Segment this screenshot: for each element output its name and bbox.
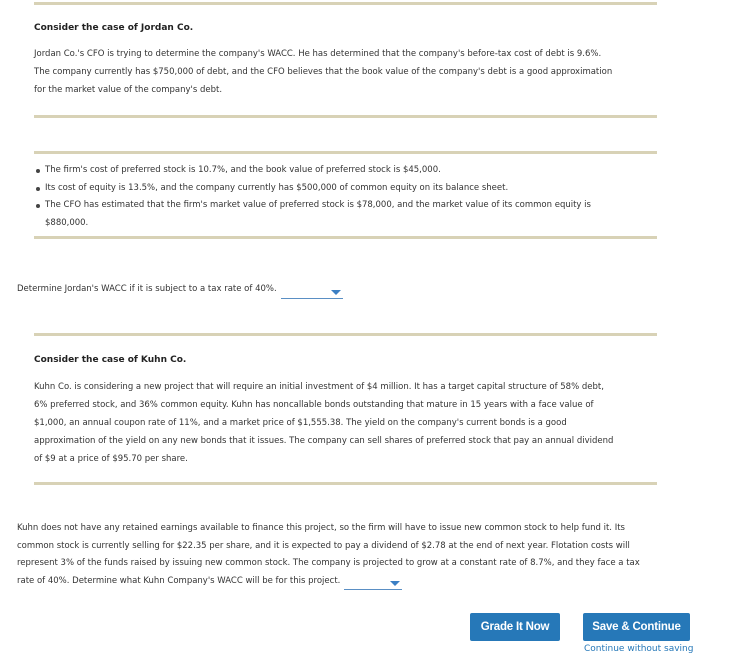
kuhn-case-line-2: 6% preferred stock, and 36% common equity. Kuhn has noncallable bonds outstanding that mature in 15 years with a face value of (34, 400, 594, 410)
kuhn-case-box (34, 333, 657, 485)
kuhn-question-line-2: common stock is currently selling for $22.35 per share, and it is expected to pay a dividend of $2.78 at the end of next year. Flotation costs will (17, 540, 630, 551)
continue-without-saving-link[interactable]: Continue without saving (584, 644, 694, 654)
save-continue-button[interactable]: Save & Continue (583, 613, 690, 641)
chevron-down-icon (390, 581, 400, 586)
kuhn-case-line-3: $1,000, an annual coupon rate of 11%, and a market price of $1,555.38. The yield on the company's current bonds is a good (34, 418, 567, 428)
chevron-down-icon (331, 290, 341, 295)
kuhn-case-line-5: of $9 at a price of $95.70 per share. (34, 454, 188, 464)
kuhn-wacc-dropdown[interactable] (344, 579, 402, 590)
kuhn-question-line-1: Kuhn does not have any retained earnings available to finance this project, so the firm will have to issue new common stock to help fund it. Its (17, 523, 625, 533)
jordan-wacc-dropdown[interactable] (281, 288, 343, 299)
jordan-details-list (34, 162, 657, 232)
jordan-case-line-2: The company currently has $750,000 of debt, and the CFO believes that the book value of the company's debt is a good approximation (34, 67, 613, 77)
jordan-question (17, 281, 343, 299)
kuhn-case-title: Consider the case of Kuhn Co. (34, 355, 187, 365)
list-item-continuation: $880,000. (45, 217, 89, 228)
grade-it-now-button[interactable]: Grade It Now (470, 613, 560, 641)
kuhn-question-line-4-wrap (17, 573, 717, 591)
jordan-case-box (34, 2, 657, 118)
list-item: The CFO has estimated that the firm's market value of preferred stock is $78,000, and the market value of its common equity is (34, 197, 657, 215)
kuhn-case-line-1: Kuhn Co. is considering a new project that will require an initial investment of $4 million. It has a target capital structure of 58% debt, (34, 382, 604, 392)
list-item: The firm's cost of preferred stock is 10.7%, and the book value of preferred stock is $45,000. (34, 162, 657, 180)
kuhn-question-line-3: represent 3% of the funds raised by issuing new common stock. The company is projected to grow at a constant rate of 8.7%, and they face a tax (17, 558, 640, 568)
jordan-case-line-3: for the market value of the company's debt. (34, 85, 223, 95)
kuhn-question (17, 520, 717, 590)
kuhn-case-line-4: approximation of the yield on any new bonds that it issues. The company can sell shares of preferred stock that pay an annual dividend (34, 436, 614, 446)
jordan-case-title: Consider the case of Jordan Co. (34, 23, 194, 33)
jordan-details-box (34, 151, 657, 239)
list-item: Its cost of equity is 13.5%, and the company currently has $500,000 of common equity on its balance sheet. (34, 180, 657, 198)
jordan-question-text: Determine Jordan's WACC if it is subject to a tax rate of 40%. (17, 284, 277, 294)
jordan-case-line-1: Jordan Co.'s CFO is trying to determine the company's WACC. He has determined that the company's before-tax cost of debt is 9.6%. (34, 49, 602, 59)
kuhn-question-line-4: rate of 40%. Determine what Kuhn Company's WACC will be for this project. (17, 575, 341, 586)
